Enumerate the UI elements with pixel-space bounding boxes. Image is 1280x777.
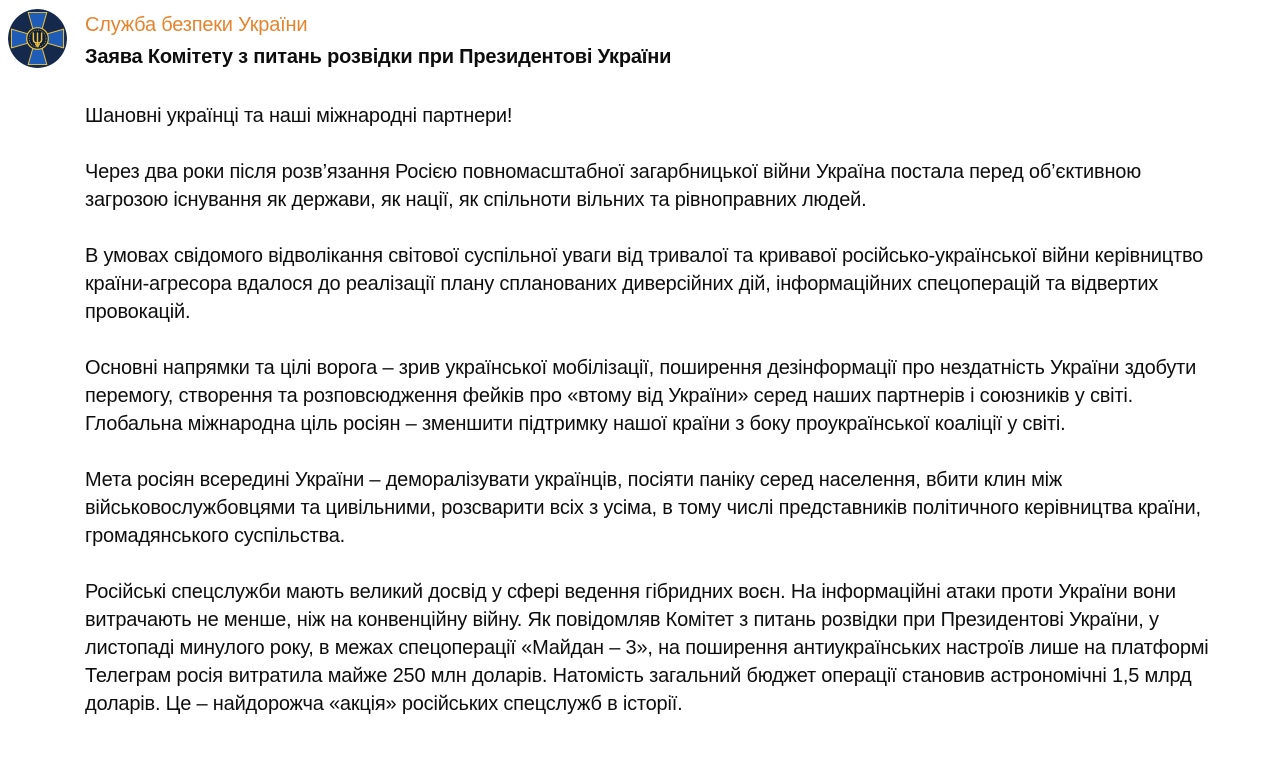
channel-avatar[interactable] [8, 9, 67, 68]
post-title: Заява Комітету з питань розвідки при Президентові України [85, 46, 672, 68]
post-paragraph: Мета росіян всередині України – деморалізувати українців, посіяти паніку серед населення, вбити клин між військовослужбовцями та цивільними, розсварити всіх з усіма, в тому числі представників політичного керівництва країни, громадянського суспільства. [85, 469, 1201, 547]
post-paragraph: Шановні українці та наші міжнародні партнери! [85, 105, 513, 127]
channel-name[interactable]: Служба безпеки України [85, 14, 308, 36]
post-paragraph: В умовах свідомого відволікання світової суспільної уваги від тривалої та кривавої російсько-української війни керівництво країни-агресора вдалося до реалізації плану спланованих диверсійних дій, інформаційних спецоперацій та відвертих провокацій. [85, 245, 1204, 323]
post-paragraph: Основні напрямки та цілі ворога – зрив української мобілізації, поширення дезінформації про нездатність України здобути перемогу, створення та розповсюдження фейків про «втому від України» серед наших партнерів і союзників у світі. Глобальна міжнародна ціль росіян – зменшити підтримку нашої країни з боку проукраїнської коаліції у світі. [85, 357, 1197, 435]
post-paragraph: Російські спецслужби мають великий досвід у сфері ведення гібридних воєн. На інформаційні атаки проти України вони витрачають не менше, ніж на конвенційну війну. Як повідомляв Комітет з питань розвідки при Президентові України, у листопаді минулого року, в межах спецоперації «Майдан – 3», на поширення антиукраїнських настроїв лише на платформі Телеграм росія витратила майже 250 млн доларів. Натомість загальний бюджет операції становив астрономічні 1,5 млрд доларів. Це – найдорожча «акція» російських спецслужб в історії. [85, 581, 1209, 715]
post-paragraph: Через два роки після розв’язання Росією повномасштабної загарбницької війни Україна постала перед об’єктивною загрозою існування як держави, як нації, як спільноти вільних та рівноправних людей. [85, 161, 1142, 211]
post-body [85, 102, 1210, 718]
sbu-emblem-icon [8, 9, 67, 68]
post-content [85, 13, 1210, 718]
